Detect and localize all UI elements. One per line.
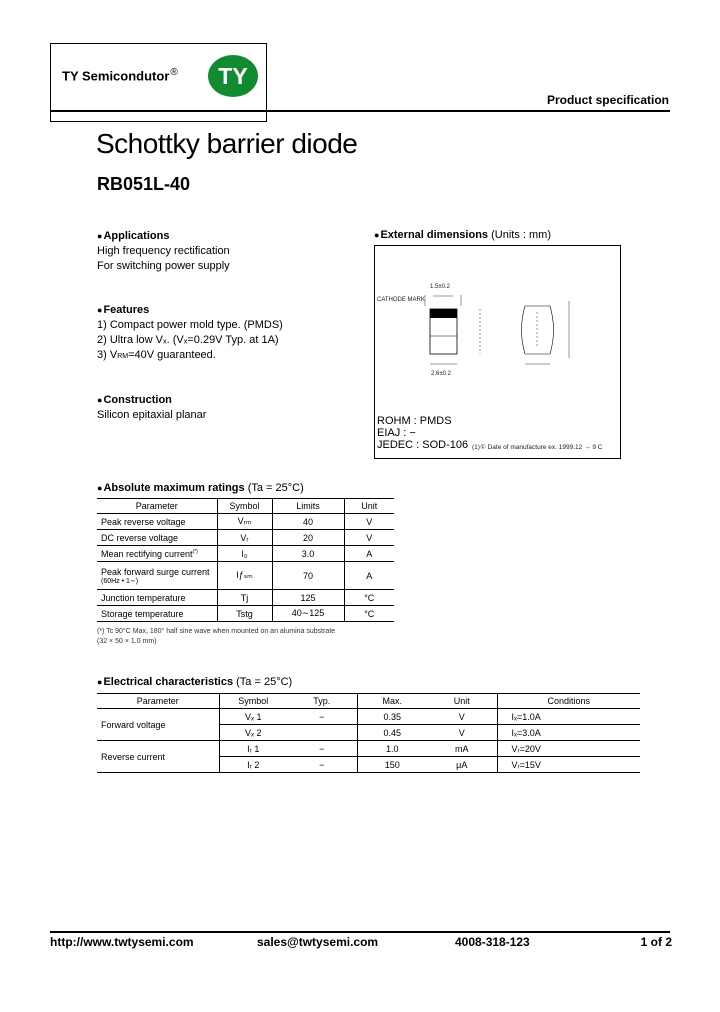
cell-symbol: I₀ [217,546,272,562]
cell-symbol: Vᵣ [217,530,272,546]
column-header: Symbol [219,694,287,709]
column-header: Symbol [217,499,272,514]
cell-limits: 70 [272,562,344,590]
table-row [97,606,394,622]
absolute-max-ratings-table [97,498,394,622]
column-header: Limits [272,499,344,514]
cell-limits: 40∼125 [272,606,344,622]
feature-line: 2) Ultra low Vₓ. (Vₓ=0.29V Typ. at 1A) [97,334,279,346]
table-row [97,590,394,606]
cell-symbol: Iᵣ 2 [219,757,287,773]
cell-parameter: Junction temperature [97,590,217,606]
cell-max: 1.0 [357,741,427,757]
cell-max: 0.35 [357,709,427,725]
cathode-band [430,309,457,318]
electrical-characteristics-heading: ●Electrical characteristics (Ta = 25°C) [97,676,293,688]
cell-symbol: Vₓ 1 [219,709,287,725]
header-divider [50,110,670,112]
dimension-drawing-box [374,245,621,459]
table-row [97,709,640,725]
column-header: Parameter [97,499,217,514]
feature-line: 1) Compact power mold type. (PMDS) [97,319,283,331]
dimension-bottom: 2.6±0.2 [431,371,451,377]
cell-conditions: Iₓ=1.0A [497,709,640,725]
construction-heading: ●Construction [97,394,172,406]
cell-unit: °C [344,590,394,606]
table-header-row [97,694,640,709]
application-line: High frequency rectification [97,245,230,257]
cell-symbol: Iᵣ 1 [219,741,287,757]
cell-limits: 125 [272,590,344,606]
cell-unit: A [344,562,394,590]
cell-symbol: Tj [217,590,272,606]
application-line: For switching power supply [97,260,230,272]
table-row [97,741,640,757]
cell-unit: V [344,530,394,546]
abs-max-footnote: (32 × 50 × 1.0 mm) [97,638,157,645]
cell-unit: V [427,709,497,725]
cell-symbol: Vᵣₘ [217,514,272,530]
eiaj-package: EIAJ : − [377,427,416,439]
table-row [97,562,394,590]
part-number: RB051L-40 [97,174,191,194]
features-heading: ●Features [97,304,150,316]
cathode-mark-label: CATHODE MARK [377,297,425,303]
cell-parameter: Peak reverse voltage [97,514,217,530]
rohm-package: ROHM : PMDS [377,415,452,427]
cell-typ: − [287,757,357,773]
absolute-max-ratings-heading: ●Absolute maximum ratings (Ta = 25°C) [97,482,304,494]
cell-parameter: Mean rectifying current(*) [97,546,217,562]
company-name: TY Semicondutor® [62,67,178,84]
cell-limits: 20 [272,530,344,546]
feature-line: 3) VRM=40V guaranteed. [97,349,216,361]
cell-typ: − [287,709,357,725]
cell-unit: V [427,725,497,741]
electrical-characteristics-table [97,693,640,773]
cell-max: 0.45 [357,725,427,741]
cell-parameter: Storage temperature [97,606,217,622]
cell-parameter: Peak forward surge current (60Hz • 1∼) [97,562,217,590]
document-title: Schottky barrier diode [96,128,358,159]
cell-unit: °C [344,606,394,622]
cell-parameter: Forward voltage [97,709,219,741]
dimension-top: 1.5±0.2 [430,284,450,290]
cell-symbol: Vₓ 2 [219,725,287,741]
applications-heading: ●Applications [97,230,170,242]
cell-limits: 3.0 [272,546,344,562]
cell-parameter: DC reverse voltage [97,530,217,546]
column-header: Typ. [287,694,357,709]
column-header: Parameter [97,694,219,709]
table-row [97,514,394,530]
column-header: Conditions [497,694,640,709]
cell-symbol: Iƒₛₘ [217,562,272,590]
cell-conditions: Vᵣ=20V [497,741,640,757]
cell-symbol: Tstg [217,606,272,622]
cell-unit: V [344,514,394,530]
column-header: Max. [357,694,427,709]
footer-email-link[interactable]: sales@twtysemi.com [257,935,379,949]
construction-line: Silicon epitaxial planar [97,409,207,421]
cell-unit: A [344,546,394,562]
cell-conditions: Vᵣ=15V [497,757,640,773]
footer-website-link[interactable]: http://www.twtysemi.com [50,935,194,949]
cell-conditions: Iₓ=3.0A [497,725,640,741]
cell-max: 150 [357,757,427,773]
jedec-package: JEDEC : SOD-106 [377,439,469,451]
table-row [97,530,394,546]
product-specification-label: Product specification [546,93,669,107]
cell-unit: μA [427,757,497,773]
footer-phone: 4008-318-123 [455,935,530,949]
abs-max-footnote: (*) Tc 90°C Max, 180° half sine wave when mounted on an alumina substrate [97,628,336,635]
cell-typ: − [287,741,357,757]
column-header: Unit [344,499,394,514]
cell-parameter: Reverse current [97,741,219,773]
cell-typ [287,725,357,741]
cell-limits: 40 [272,514,344,530]
table-header-row [97,499,394,514]
external-dimensions-heading: ●External dimensions (Units : mm) [374,229,551,241]
cell-unit: mA [427,741,497,757]
footer-divider [50,931,670,933]
date-of-manufacture-note: (1)① Date of manufacture ex. 1999.12 → 9 C [472,444,603,451]
column-header: Unit [427,694,497,709]
table-row [97,546,394,562]
page-number: 1 of 2 [640,935,672,949]
company-logo: TY [208,55,258,97]
